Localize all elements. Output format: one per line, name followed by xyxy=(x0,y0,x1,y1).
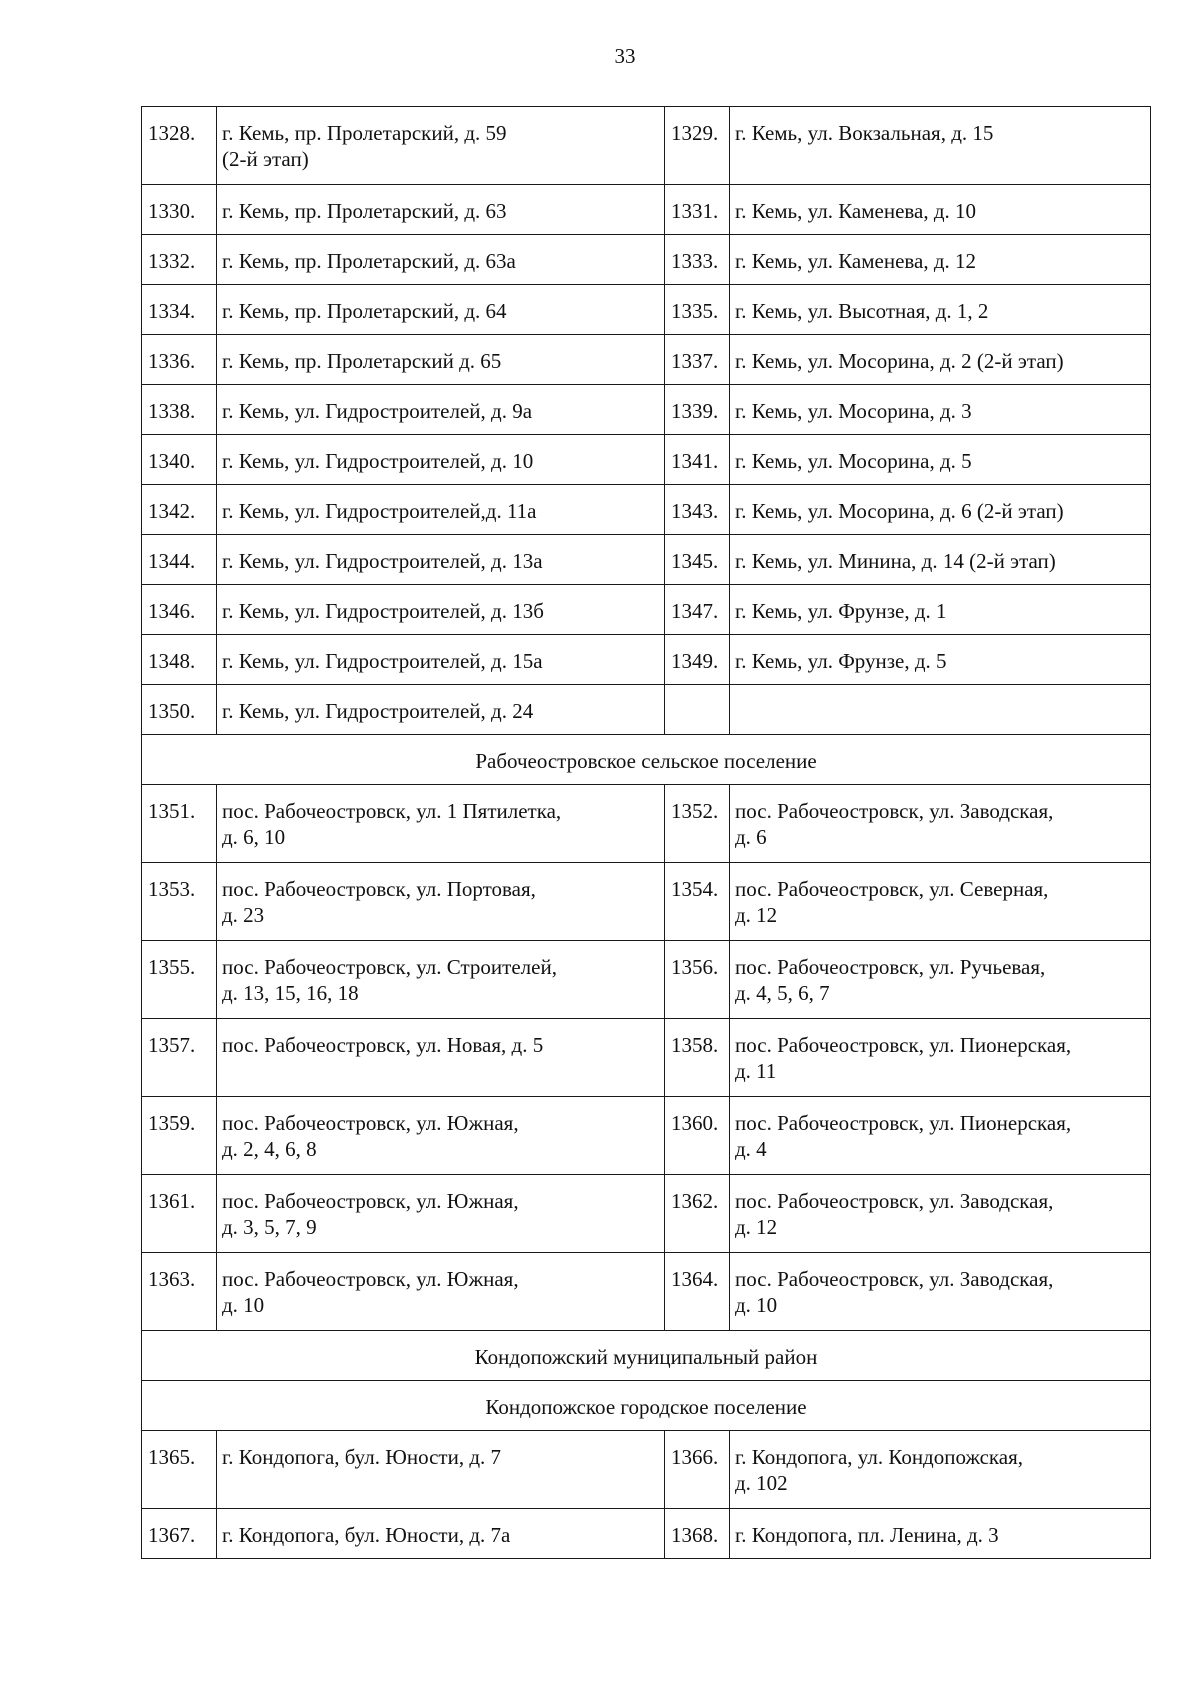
entry-address xyxy=(730,685,1151,735)
table-row xyxy=(142,585,1151,635)
entry-address: пос. Рабочеостровск, ул. Южная, д. 3, 5, 7, 9 xyxy=(217,1175,665,1253)
entry-number: 1341. xyxy=(665,435,730,485)
address-table xyxy=(141,106,1151,1559)
table-row xyxy=(142,635,1151,685)
entry-address: пос. Рабочеостровск, ул. Южная, д. 2, 4, 6, 8 xyxy=(217,1097,665,1175)
entry-address: пос. Рабочеостровск, ул. 1 Пятилетка, д. 6, 10 xyxy=(217,785,665,863)
entry-address: г. Кемь, ул. Мосорина, д. 6 (2-й этап) xyxy=(730,485,1151,535)
entry-number: 1363. xyxy=(142,1253,217,1331)
entry-number: 1335. xyxy=(665,285,730,335)
section-header-row xyxy=(142,735,1151,785)
entry-number: 1359. xyxy=(142,1097,217,1175)
entry-address: г. Кемь, ул. Гидростроителей, д. 13а xyxy=(217,535,665,585)
entry-number: 1366. xyxy=(665,1431,730,1509)
entry-address: г. Кемь, ул. Каменева, д. 12 xyxy=(730,235,1151,285)
table-row xyxy=(142,685,1151,735)
address-table-body xyxy=(142,107,1151,1559)
table-row xyxy=(142,485,1151,535)
entry-number: 1365. xyxy=(142,1431,217,1509)
entry-address: г. Кемь, ул. Минина, д. 14 (2-й этап) xyxy=(730,535,1151,585)
entry-address: г. Кемь, пр. Пролетарский, д. 64 xyxy=(217,285,665,335)
entry-number xyxy=(665,685,730,735)
entry-number: 1337. xyxy=(665,335,730,385)
entry-number: 1350. xyxy=(142,685,217,735)
entry-number: 1355. xyxy=(142,941,217,1019)
entry-address: г. Кемь, пр. Пролетарский, д. 63а xyxy=(217,235,665,285)
entry-address: пос. Рабочеостровск, ул. Новая, д. 5 xyxy=(217,1019,665,1097)
entry-number: 1356. xyxy=(665,941,730,1019)
section-title: Рабочеостровское сельское поселение xyxy=(142,735,1151,785)
table-row xyxy=(142,1175,1151,1253)
entry-address: пос. Рабочеостровск, ул. Пионерская, д. 4 xyxy=(730,1097,1151,1175)
entry-number: 1367. xyxy=(142,1509,217,1559)
entry-address: г. Кемь, ул. Мосорина, д. 3 xyxy=(730,385,1151,435)
entry-address: пос. Рабочеостровск, ул. Южная, д. 10 xyxy=(217,1253,665,1331)
table-row xyxy=(142,385,1151,435)
entry-number: 1368. xyxy=(665,1509,730,1559)
entry-address: г. Кондопога, ул. Кондопожская, д. 102 xyxy=(730,1431,1151,1509)
table-row xyxy=(142,235,1151,285)
entry-number: 1360. xyxy=(665,1097,730,1175)
section-title: Кондопожский муниципальный район xyxy=(142,1331,1151,1381)
entry-number: 1354. xyxy=(665,863,730,941)
entry-address: г. Кемь, пр. Пролетарский, д. 63 xyxy=(217,185,665,235)
entry-number: 1353. xyxy=(142,863,217,941)
entry-address: г. Кемь, пр. Пролетарский, д. 59 (2-й этап) xyxy=(217,107,665,185)
section-title: Кондопожское городское поселение xyxy=(142,1381,1151,1431)
entry-number: 1333. xyxy=(665,235,730,285)
entry-number: 1338. xyxy=(142,385,217,435)
table-row xyxy=(142,535,1151,585)
entry-number: 1343. xyxy=(665,485,730,535)
table-row xyxy=(142,107,1151,185)
entry-number: 1334. xyxy=(142,285,217,335)
entry-number: 1351. xyxy=(142,785,217,863)
table-row xyxy=(142,1019,1151,1097)
entry-address: г. Кемь, ул. Фрунзе, д. 5 xyxy=(730,635,1151,685)
entry-address: г. Кемь, ул. Вокзальная, д. 15 xyxy=(730,107,1151,185)
entry-number: 1349. xyxy=(665,635,730,685)
entry-address: пос. Рабочеостровск, ул. Заводская, д. 12 xyxy=(730,1175,1151,1253)
entry-address: г. Кемь, ул. Высотная, д. 1, 2 xyxy=(730,285,1151,335)
entry-address: г. Кондопога, бул. Юности, д. 7 xyxy=(217,1431,665,1509)
entry-address: г. Кондопога, пл. Ленина, д. 3 xyxy=(730,1509,1151,1559)
entry-address: г. Кемь, ул. Фрунзе, д. 1 xyxy=(730,585,1151,635)
table-row xyxy=(142,435,1151,485)
entry-number: 1344. xyxy=(142,535,217,585)
entry-number: 1330. xyxy=(142,185,217,235)
entry-number: 1328. xyxy=(142,107,217,185)
entry-address: пос. Рабочеостровск, ул. Строителей, д. 13, 15, 16, 18 xyxy=(217,941,665,1019)
entry-number: 1362. xyxy=(665,1175,730,1253)
entry-number: 1358. xyxy=(665,1019,730,1097)
entry-number: 1342. xyxy=(142,485,217,535)
entry-address: г. Кемь, ул. Гидростроителей,д. 11а xyxy=(217,485,665,535)
entry-address: пос. Рабочеостровск, ул. Заводская, д. 6 xyxy=(730,785,1151,863)
entry-address: г. Кемь, ул. Гидростроителей, д. 15а xyxy=(217,635,665,685)
page-number: 33 xyxy=(614,44,636,68)
table-row xyxy=(142,1253,1151,1331)
entry-number: 1340. xyxy=(142,435,217,485)
table-row xyxy=(142,863,1151,941)
entry-number: 1332. xyxy=(142,235,217,285)
entry-number: 1352. xyxy=(665,785,730,863)
entry-number: 1329. xyxy=(665,107,730,185)
entry-address: пос. Рабочеостровск, ул. Пионерская, д. 11 xyxy=(730,1019,1151,1097)
table-row xyxy=(142,785,1151,863)
entry-address: г. Кемь, ул. Гидростроителей, д. 10 xyxy=(217,435,665,485)
entry-address: г. Кемь, пр. Пролетарский д. 65 xyxy=(217,335,665,385)
entry-address: г. Кондопога, бул. Юности, д. 7а xyxy=(217,1509,665,1559)
entry-number: 1346. xyxy=(142,585,217,635)
table-row xyxy=(142,335,1151,385)
entry-address: пос. Рабочеостровск, ул. Ручьевая, д. 4, 5, 6, 7 xyxy=(730,941,1151,1019)
table-row xyxy=(142,185,1151,235)
entry-address: пос. Рабочеостровск, ул. Северная, д. 12 xyxy=(730,863,1151,941)
entry-number: 1361. xyxy=(142,1175,217,1253)
entry-address: г. Кемь, ул. Гидростроителей, д. 24 xyxy=(217,685,665,735)
entry-number: 1345. xyxy=(665,535,730,585)
entry-number: 1347. xyxy=(665,585,730,635)
entry-number: 1331. xyxy=(665,185,730,235)
entry-number: 1348. xyxy=(142,635,217,685)
entry-address: г. Кемь, ул. Мосорина, д. 5 xyxy=(730,435,1151,485)
entry-address: пос. Рабочеостровск, ул. Заводская, д. 10 xyxy=(730,1253,1151,1331)
table-row xyxy=(142,285,1151,335)
table-row xyxy=(142,1097,1151,1175)
section-header-row xyxy=(142,1381,1151,1431)
entry-address: г. Кемь, ул. Каменева, д. 10 xyxy=(730,185,1151,235)
entry-number: 1339. xyxy=(665,385,730,435)
entry-address: г. Кемь, ул. Мосорина, д. 2 (2-й этап) xyxy=(730,335,1151,385)
entry-address: г. Кемь, ул. Гидростроителей, д. 13б xyxy=(217,585,665,635)
table-row xyxy=(142,1509,1151,1559)
entry-address: г. Кемь, ул. Гидростроителей, д. 9а xyxy=(217,385,665,435)
table-row xyxy=(142,941,1151,1019)
entry-number: 1364. xyxy=(665,1253,730,1331)
entry-address: пос. Рабочеостровск, ул. Портовая, д. 23 xyxy=(217,863,665,941)
entry-number: 1336. xyxy=(142,335,217,385)
section-header-row xyxy=(142,1331,1151,1381)
entry-number: 1357. xyxy=(142,1019,217,1097)
table-row xyxy=(142,1431,1151,1509)
